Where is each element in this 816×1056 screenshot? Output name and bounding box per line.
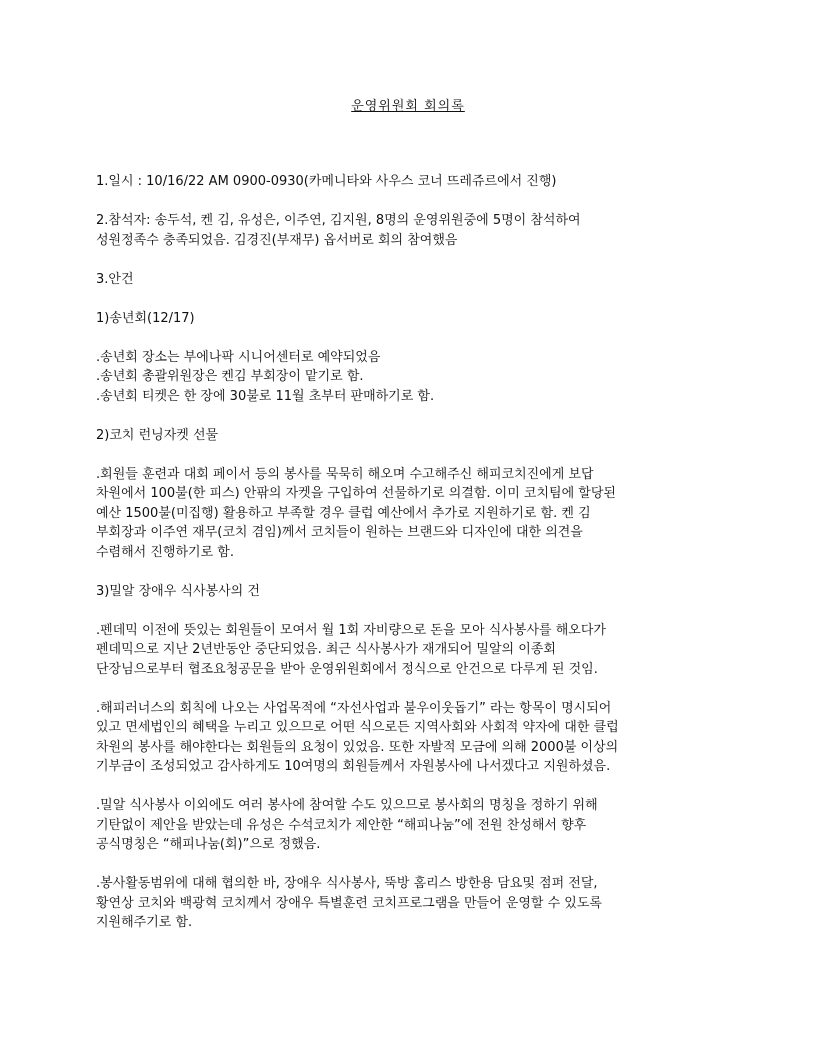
item3-paragraph-1 bbox=[96, 621, 736, 680]
document-title: 운영위원회 회의록 bbox=[351, 99, 465, 114]
item3-line: 기탄없이 제안을 받았는데 유성은 수석코치가 제안한 “해피나눔”에 전원 찬성해서 향후 bbox=[96, 817, 587, 833]
item3-line: 펜데믹으로 지난 2년반동안 중단되었음. 최근 식사봉사가 재개되어 밀알의 이종회 bbox=[96, 642, 556, 657]
item3-line: .밀알 식사봉사 이외에도 여러 봉사에 참여할 수도 있으므로 봉사회의 명칭을 정하기 위해 bbox=[96, 798, 598, 813]
item1-heading: 1)송년회(12/17) bbox=[96, 310, 195, 326]
agenda-heading: 3.안건 bbox=[96, 271, 134, 287]
item3-line: 지원해주기로 함. bbox=[96, 915, 193, 930]
item3-paragraph-3 bbox=[96, 796, 736, 855]
item2-line: 부회장과 이주연 재무(코치 겸임)께서 코치들이 원하는 브랜드와 디자인에 대한 의견을 bbox=[96, 525, 583, 540]
item3-line: .해피러너스의 회칙에 나오는 사업목적에 “자선사업과 불우이웃돕기” 라는 항목이 명시되어 bbox=[96, 700, 612, 716]
item2-line: 차원에서 100불(한 피스) 안팎의 자켓을 구입하여 선물하기로 의결함. 이미 코치팀에 할당된 bbox=[96, 486, 616, 501]
item3-paragraph-2 bbox=[96, 699, 736, 777]
item2-paragraph bbox=[96, 465, 736, 563]
item3-line: 단장님으로부터 협조요청공문을 받아 운영위원회에서 정식으로 안건으로 다루게 된 것임. bbox=[96, 661, 598, 677]
item3-line: 황연상 코치와 백광혁 코치께서 장애우 특별훈련 코치프로그램을 만들어 운영할 수 있도록 bbox=[96, 895, 602, 911]
item2-line: 수렴해서 진행하기로 함. bbox=[96, 544, 234, 560]
item3-line: 공식명칭은 “해피나눔(회)”으로 정했음. bbox=[96, 837, 321, 852]
attendees-line: 성원정족수 충족되었음. 김경진(부재무) 옵서버로 회의 참여했음 bbox=[96, 232, 458, 248]
item3-line: .봉사활동범위에 대해 협의한 바, 장애우 식사봉사, 뚝방 홈리스 방한용 담요및 점퍼 전달, bbox=[96, 876, 598, 891]
item1-line: .송년회 티켓은 한 장에 30불로 11월 초부터 판매하기로 함. bbox=[96, 388, 435, 404]
document-body bbox=[96, 172, 736, 952]
item3-line: 차원의 봉사를 해야한다는 회원들의 요청이 있었음. 또한 자발적 모금에 의해 2000불 이상의 bbox=[96, 739, 619, 755]
meeting-date-line: 1.일시 : 10/16/22 AM 0900-0930(카메니타와 사우스 코너 뜨레쥬르에서 진행) bbox=[96, 174, 557, 189]
item3-heading: 3)밀알 장애우 식사봉사의 건 bbox=[96, 583, 260, 599]
item1-line: .송년회 총괄위원장은 켄김 부회장이 맡기로 함. bbox=[96, 369, 364, 384]
item2-line: .회원들 훈련과 대회 페이서 등의 봉사를 묵묵히 해오며 수고해주신 해피코치진에게 보답 bbox=[96, 466, 594, 482]
item3-line: 있고 면세법인의 혜택을 누리고 있으므로 어떤 식으로든 지역사회와 사회적 약자에 대한 클럽 bbox=[96, 720, 619, 735]
item3-line: .펜데믹 이전에 뜻있는 회원들이 모여서 월 1회 자비량으로 돈을 모아 식사봉사를 해오다가 bbox=[96, 622, 606, 638]
item1-line: .송년회 장소는 부에나팍 시니어센터로 예약되었음 bbox=[96, 349, 381, 365]
item2-line: 예산 1500불(미집행) 활용하고 부족할 경우 클럽 예산에서 추가로 지원하기로 함. 켄 김 bbox=[96, 505, 591, 521]
item2-heading: 2)코치 런닝자켓 선물 bbox=[96, 427, 219, 443]
attendees-line: 2.참석자: 송두석, 켄 김, 유성은, 이주연, 김지원, 8명의 운영위원중에 5명이 참석하여 bbox=[96, 213, 581, 228]
attendees-paragraph bbox=[96, 211, 736, 250]
item1-paragraph bbox=[96, 348, 736, 407]
item3-line: 기부금이 조성되었고 감사하게도 10여명의 회원들께서 자원봉사에 나서겠다고 지원하셨음. bbox=[96, 759, 611, 774]
item3-paragraph-4 bbox=[96, 874, 736, 933]
